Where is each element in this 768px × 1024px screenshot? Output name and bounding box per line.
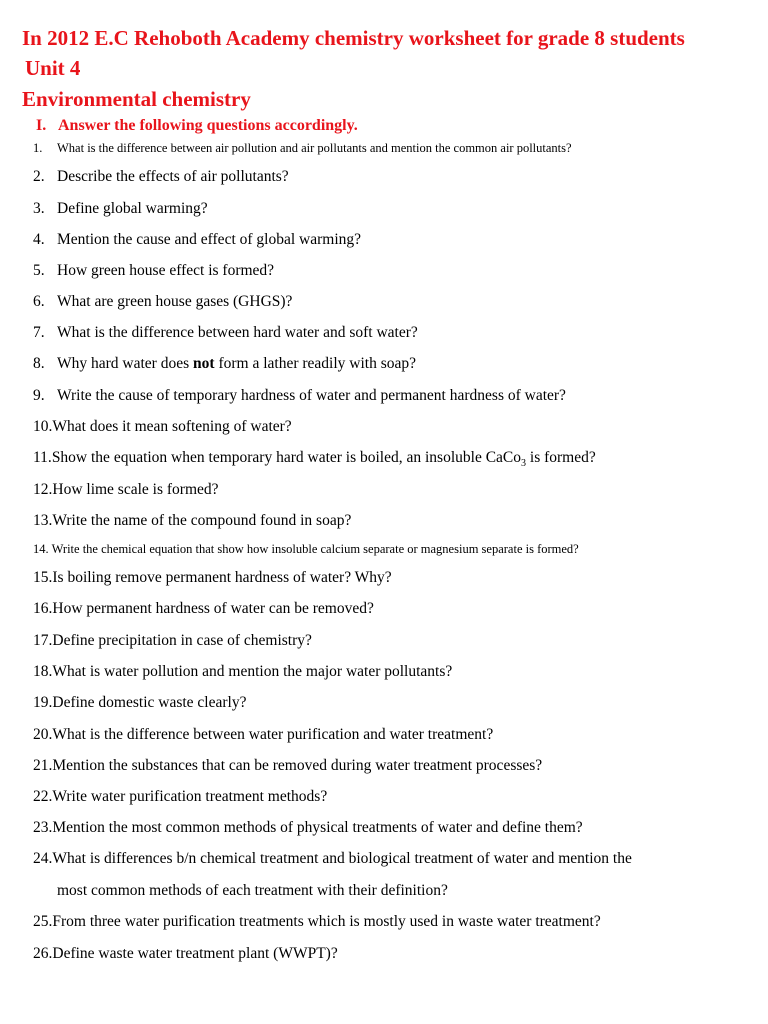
question-5 [33, 260, 274, 282]
question-25 [33, 911, 601, 933]
question-15 [33, 567, 392, 589]
question-text: What does it mean softening of water? [52, 418, 292, 435]
question-number: 25. [33, 913, 53, 930]
question-number: 5. [33, 262, 45, 279]
section-instruction-text: Answer the following questions accordingly. [58, 117, 358, 134]
worksheet-title: In 2012 E.C Rehoboth Academy chemistry worksheet for grade 8 students [22, 26, 685, 50]
question-17 [33, 630, 312, 652]
question-text: From three water purification treatments which is mostly used in waste water treatment? [52, 913, 601, 930]
question-number: 16. [33, 600, 53, 617]
question-22 [33, 786, 327, 808]
question-number: 26. [33, 945, 53, 962]
question-text: Mention the cause and effect of global warming? [57, 231, 362, 248]
section-instruction [36, 115, 358, 137]
question-11 [33, 447, 596, 469]
question-13 [33, 510, 351, 532]
question-text: What is the difference between water purification and water treatment? [52, 726, 494, 743]
question-number: 21. [33, 757, 53, 774]
question-12 [33, 479, 219, 501]
question-text-after: form a lather readily with soap? [214, 355, 416, 372]
question-number: 12. [33, 481, 53, 498]
question-text: Define domestic waste clearly? [52, 694, 247, 711]
question-number: 3. [33, 200, 45, 217]
question-text: Define global warming? [57, 200, 208, 217]
question-number: 7. [33, 324, 45, 341]
question-number: 1. [33, 141, 43, 155]
question-6 [33, 291, 292, 313]
question-number: 4. [33, 231, 45, 248]
question-text: What is the difference between air pollution and air pollutants and mention the common air pollutants? [57, 141, 572, 155]
topic-heading: Environmental chemistry [22, 87, 251, 111]
question-text: What are green house gases (GHGS)? [57, 293, 293, 310]
question-number: 9. [33, 387, 45, 404]
question-2 [33, 166, 289, 188]
question-number: 13. [33, 512, 53, 529]
question-19 [33, 692, 246, 714]
question-8 [33, 353, 416, 375]
question-number: 22. [33, 788, 53, 805]
question-text-before: Why hard water does [57, 355, 194, 372]
question-9 [33, 385, 566, 407]
question-3 [33, 198, 208, 220]
question-number: 10. [33, 418, 53, 435]
question-number: 15. [33, 569, 53, 586]
question-number: 6. [33, 293, 45, 310]
question-text: Is boiling remove permanent hardness of water? Why? [52, 569, 392, 586]
question-text: What is the difference between hard water and soft water? [57, 324, 418, 341]
question-text: Mention the most common methods of physical treatments of water and define them? [52, 819, 583, 836]
question-number: 20. [33, 726, 53, 743]
question-16 [33, 598, 374, 620]
question-1 [33, 139, 572, 157]
question-21 [33, 755, 542, 777]
formula-subscript: 3 [521, 458, 527, 470]
question-number: 23. [33, 819, 53, 836]
question-23 [33, 817, 583, 839]
question-text: Write the name of the compound found in soap? [52, 512, 352, 529]
question-number: 17. [33, 632, 53, 649]
question-number: 8. [33, 355, 45, 372]
question-24-continuation: most common methods of each treatment with their definition? [57, 882, 448, 899]
question-10 [33, 416, 292, 438]
question-text: What is differences b/n chemical treatment and biological treatment of water and mention the [52, 850, 632, 867]
question-number: 18. [33, 663, 53, 680]
question-text: How permanent hardness of water can be removed? [52, 600, 374, 617]
question-text: Write the chemical equation that show how insoluble calcium separate or magnesium separate is formed? [51, 542, 579, 556]
question-text: Define waste water treatment plant (WWPT)? [52, 945, 338, 962]
question-text: How green house effect is formed? [57, 262, 275, 279]
question-text: Write water purification treatment methods? [52, 788, 328, 805]
question-26 [33, 943, 338, 965]
question-24 [33, 848, 632, 870]
question-text: Define precipitation in case of chemistry? [52, 632, 312, 649]
question-text: How lime scale is formed? [52, 481, 219, 498]
question-number: 11. [33, 449, 52, 466]
question-14 [33, 540, 579, 558]
question-text: What is water pollution and mention the major water pollutants? [52, 663, 453, 680]
question-text: Describe the effects of air pollutants? [57, 168, 289, 185]
question-text-after: is formed? [526, 449, 596, 466]
question-text-emphasis: not [193, 355, 215, 372]
question-18 [33, 661, 452, 683]
unit-heading: Unit 4 [25, 56, 81, 80]
question-number: 2. [33, 168, 45, 185]
question-text: Mention the substances that can be removed during water treatment processes? [52, 757, 543, 774]
question-7 [33, 322, 418, 344]
question-number: 19. [33, 694, 53, 711]
question-number: 24. [33, 850, 53, 867]
question-4 [33, 229, 361, 251]
question-20 [33, 724, 493, 746]
question-text-before: Show the equation when temporary hard water is boiled, an insoluble CaCo [51, 449, 522, 466]
question-text: Write the cause of temporary hardness of water and permanent hardness of water? [57, 387, 566, 404]
section-numeral: I. [36, 117, 47, 134]
question-number: 14. [33, 542, 49, 556]
